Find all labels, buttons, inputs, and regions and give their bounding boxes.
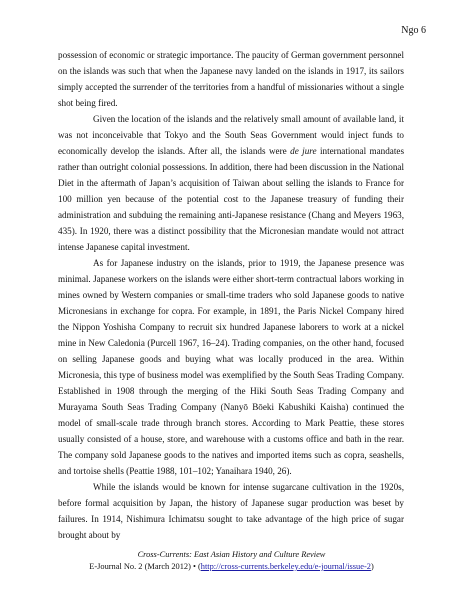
paragraph-2-emphasis: de jure (290, 146, 317, 156)
footer-issue-line (0, 561, 463, 573)
paragraph-3: As for Japanese industry on the islands, prior to 1919, the Japanese presence was minimal. Japanese workers on the islands were either short-term contractual labors working in mines owned by Western companies or small-time traders who sold Japanese goods to native Micronesians in exchange for copra. For example, in 1891, the Paris Nickel Company hired the Nippon Yoshisha Company to recruit six hundred Japanese laborers to work at a nickel mine in New Caledonia (Purcell 1967, 16–24). Trading companies, on the other hand, focused on selling Japanese goods and buying what was locally produced in the area. Within Micronesia, this type of business model was exemplified by the South Seas Trading Company. Established in 1908 through the merging of the Hiki South Seas Trading Company and Murayama South Seas Trading Company (Nanyō Bōeki Kabushiki Kaisha) continued the model of small-scale trade through branch stores. According to Mark Peattie, these stores usually consisted of a house, store, and warehouse with a customs office and bath in the rear. The company sold Japanese goods to the natives and imported items such as copra, seashells, and tortoise shells (Peattie 1988, 101–102; Yanaihara 1940, 26). (58, 258, 404, 476)
footer-link[interactable]: http://cross-currents.berkeley.edu/e-journal/issue-2 (200, 562, 371, 571)
page-footer (0, 549, 463, 573)
paragraph-2 (58, 111, 404, 255)
footer-close-paren: ) (370, 562, 374, 571)
paragraph-1: possession of economic or strategic importance. The paucity of German government personnel on the islands was such that when the Japanese navy landed on the islands in 1917, its sailors simply accepted the surrender of the territories from a handful of missionaries without a single shot being fired. (58, 50, 404, 108)
footer-journal-title: Cross-Currents: East Asian History and Culture Review (137, 550, 326, 559)
page-number-header: Ngo 6 (401, 25, 426, 36)
paragraph-2-text-a: Given the location of the islands and the relatively small amount of available land, it was not inconceivable that Tokyo and the South Seas Government would inject funds to economically develop the islands. After all, the islands were (58, 114, 404, 156)
paragraph-4: While the islands would be known for intense sugarcane cultivation in the 1920s, before formal acquisition by Japan, the history of Japanese sugar production was beset by failures. In 1914, Nishimura Ichimatsu sought to take advantage of the high price of sugar brought about by (58, 482, 404, 540)
footer-issue: E-Journal No. 2 (March 2012) • ( (89, 562, 201, 571)
body-text (58, 47, 404, 543)
paragraph-2-text-b: international mandates rather than outright colonial possessions. In addition, there had been discussion in the National Diet in the aftermath of Japan’s acquisition of Taiwan about selling the islands to France for 100 million yen because of the potential cost to the Japanese treasury of funding their administration and subduing the remaining anti-Japanese resistance (Chang and Meyers 1963, 435). In 1920, there was a distinct possibility that the Micronesian mandate would not attract intense Japanese capital investment. (58, 146, 404, 252)
